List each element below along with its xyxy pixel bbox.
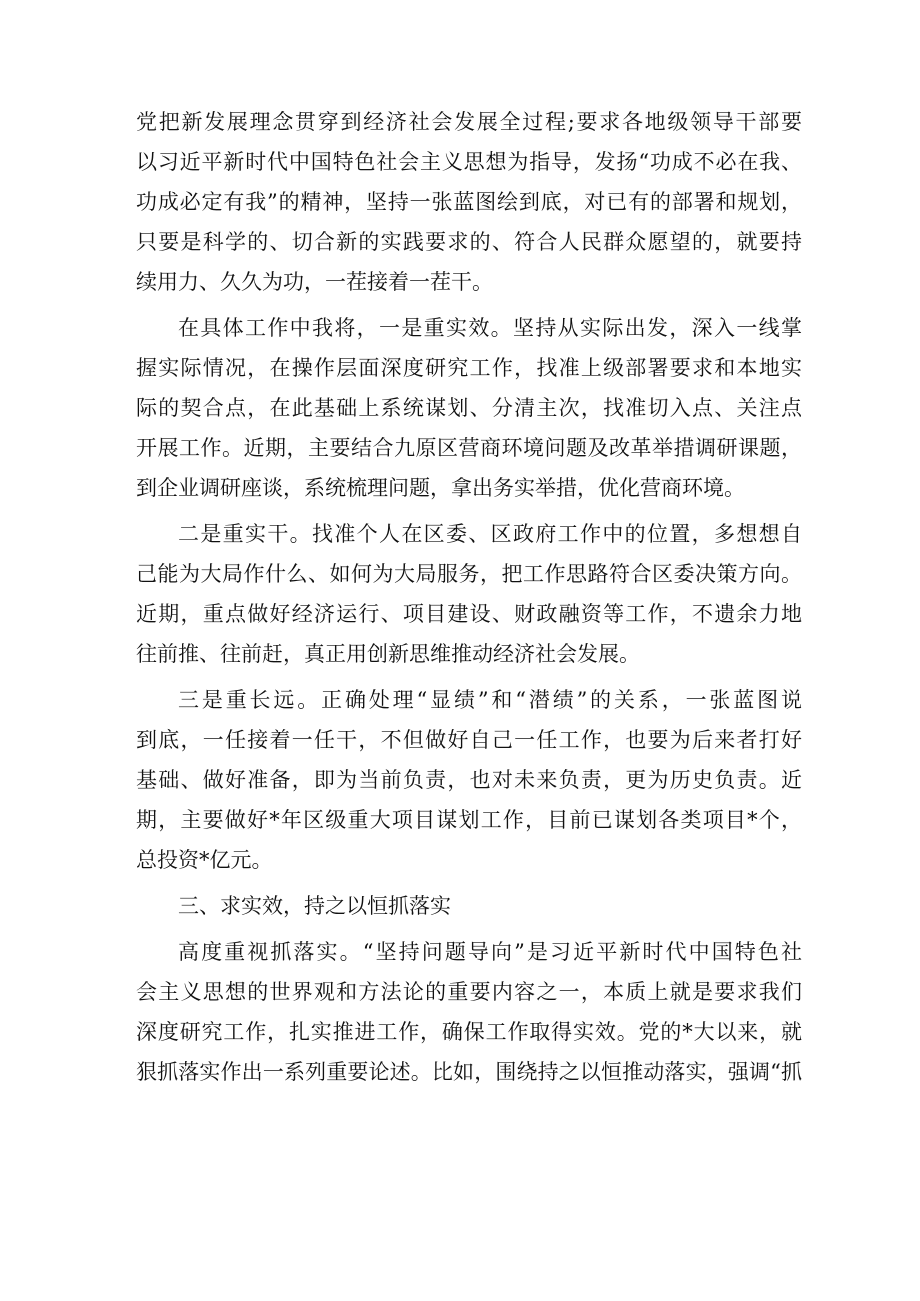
text-line: 续用力、久久为功，一茬接着一茬干。 [136, 270, 493, 294]
paragraph-1 [136, 102, 802, 302]
text-line: 握实际情况，在操作层面深度研究工作，找准上级部署要求和本地实 [136, 356, 802, 380]
text-line: 总投资*亿元。 [136, 848, 273, 872]
section-heading [136, 886, 802, 926]
paragraph-3 [136, 514, 802, 674]
text-line: 三是重长远。正确处理“显绩”和“潜绩”的关系，一张蓝图说 [178, 688, 802, 712]
text-line: 往前推、往前赶，真正用创新思维推动经济社会发展。 [136, 642, 640, 666]
text-line: 期，主要做好*年区级重大项目谋划工作，目前已谋划各类项目*个， [136, 808, 802, 832]
paragraph-6 [136, 932, 802, 1092]
text-line: 己能为大局作什么、如何为大局服务，把工作思路符合区委决策方向。 [136, 562, 802, 586]
text-line: 开展工作。近期，主要结合九原区营商环境问题及改革举措调研课题， [136, 436, 802, 460]
heading-line: 三、求实效，持之以恒抓落实 [178, 894, 451, 918]
text-line: 在具体工作中我将，一是重实效。坚持从实际出发，深入一线掌 [178, 316, 802, 340]
text-line: 狠抓落实作出一系列重要论述。比如，围绕持之以恒推动落实，强调“抓 [136, 1060, 802, 1084]
text-line: 以习近平新时代中国特色社会主义思想为指导，发扬“功成不必在我、 [136, 150, 802, 174]
text-line: 二是重实干。找准个人在区委、区政府工作中的位置，多想想自 [178, 522, 802, 546]
text-line: 基础、做好准备，即为当前负责，也对未来负责，更为历史负责。近 [136, 768, 802, 792]
text-line: 到企业调研座谈，系统梳理问题，拿出务实举措，优化营商环境。 [136, 476, 745, 500]
text-line: 深度研究工作，扎实推进工作，确保工作取得实效。党的*大以来，就 [136, 1020, 802, 1044]
text-line: 际的契合点，在此基础上系统谋划、分清主次，找准切入点、关注点 [136, 396, 802, 420]
text-line: 只要是科学的、切合新的实践要求的、符合人民群众愿望的，就要持 [136, 230, 802, 254]
text-line: 功成必定有我”的精神，坚持一张蓝图绘到底，对已有的部署和规划， [136, 190, 802, 214]
paragraph-2 [136, 308, 802, 508]
text-line: 党把新发展理念贯穿到经济社会发展全过程;要求各地级领导干部要 [136, 110, 802, 134]
text-line: 高度重视抓落实。“坚持问题导向”是习近平新时代中国特色社 [178, 940, 802, 964]
text-line: 会主义思想的世界观和方法论的重要内容之一，本质上就是要求我们 [136, 980, 802, 1004]
text-line: 近期，重点做好经济运行、项目建设、财政融资等工作，不遗余力地 [136, 602, 802, 626]
paragraph-4 [136, 680, 802, 880]
text-line: 到底，一任接着一任干，不但做好自己一任工作，也要为后来者打好 [136, 728, 802, 752]
